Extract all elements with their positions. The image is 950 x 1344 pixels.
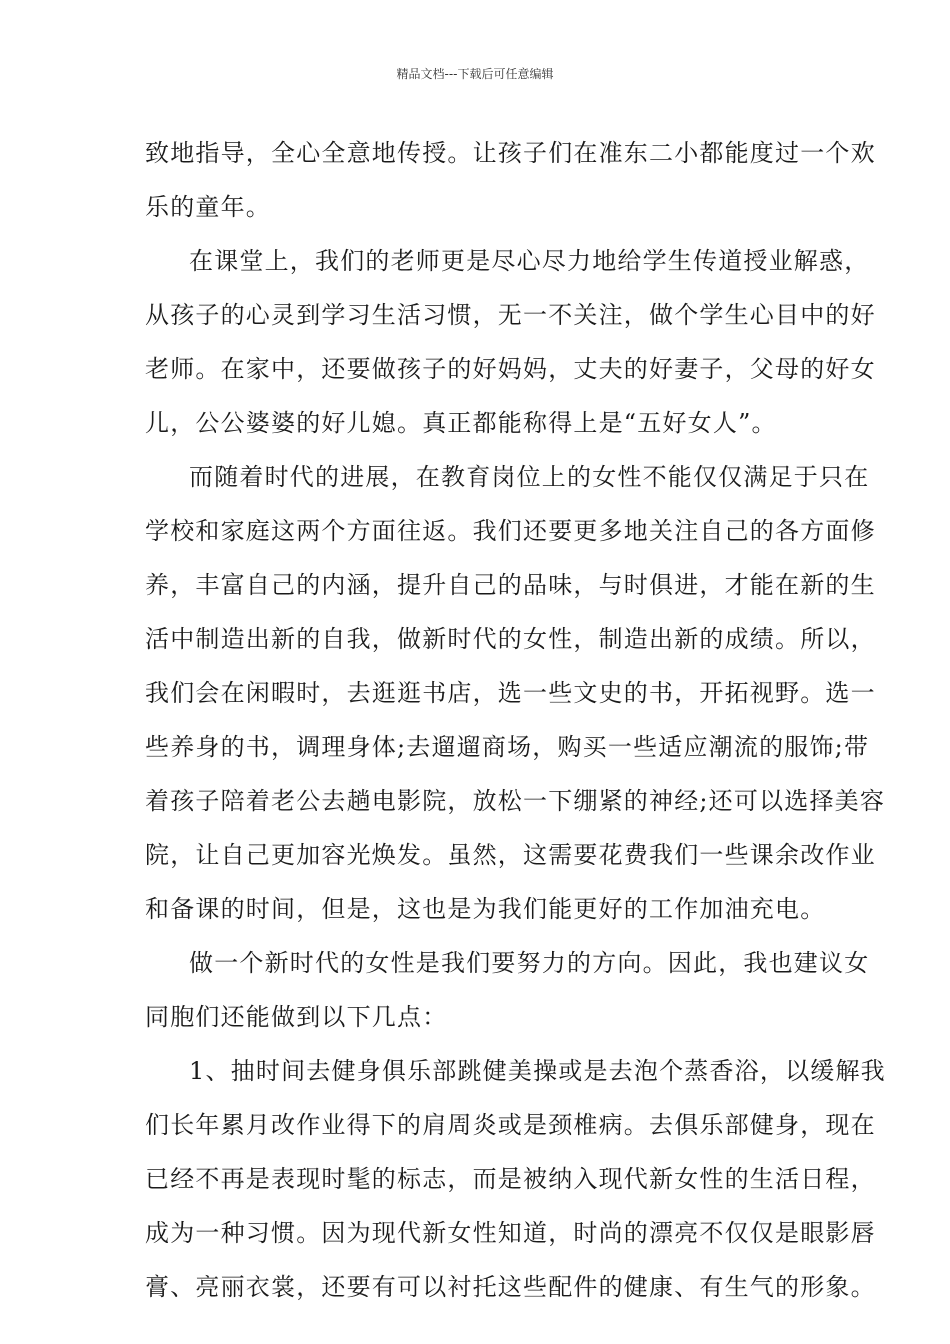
text-line: 从孩子的心灵到学习生活习惯，无一不关注，做个学生心目中的好 bbox=[145, 301, 876, 329]
page-header: 精品文档---下载后可任意编辑 bbox=[396, 67, 554, 81]
text-line: 已经不再是表现时髦的标志，而是被纳入现代新女性的生活日程， bbox=[145, 1165, 876, 1193]
text-line: 和备课的时间，但是，这也是为我们能更好的工作加油充电。 bbox=[145, 895, 826, 923]
text-line: 活中制造出新的自我，做新时代的女性，制造出新的成绩。所以， bbox=[145, 625, 876, 653]
text-line: 致地指导，全心全意地传授。让孩子们在准东二小都能度过一个欢 bbox=[145, 139, 876, 167]
paragraph-first-line: 1、抽时间去健身俱乐部跳健美操或是去泡个蒸香浴，以缓解我 bbox=[189, 1057, 886, 1085]
text-line: 着孩子陪着老公去趟电影院，放松一下绷紧的神经;还可以选择美容 bbox=[145, 787, 886, 815]
text-line: 学校和家庭这两个方面往返。我们还要更多地关注自己的各方面修 bbox=[145, 517, 876, 545]
text-line: 膏、亮丽衣裳，还要有可以衬托这些配件的健康、有生气的形象。 bbox=[145, 1273, 876, 1301]
text-line: 些养身的书，调理身体;去遛遛商场，购买一些适应潮流的服饰;带 bbox=[145, 733, 870, 761]
text-line: 儿，公公婆婆的好儿媳。真正都能称得上是“五好女人”。 bbox=[145, 409, 777, 437]
text-line: 成为一种习惯。因为现代新女性知道，时尚的漂亮不仅仅是眼影唇 bbox=[145, 1219, 876, 1247]
paragraph-first-line: 而随着时代的进展，在教育岗位上的女性不能仅仅满足于只在 bbox=[189, 463, 870, 491]
text-line: 我们会在闲暇时，去逛逛书店，选一些文史的书，开拓视野。选一 bbox=[145, 679, 876, 707]
text-line: 乐的童年。 bbox=[145, 193, 271, 221]
text-line: 同胞们还能做到以下几点： bbox=[145, 1003, 448, 1031]
paragraph-first-line: 做一个新时代的女性是我们要努力的方向。因此，我也建议女 bbox=[189, 949, 870, 977]
text-line: 们长年累月改作业得下的肩周炎或是颈椎病。去俱乐部健身，现在 bbox=[145, 1111, 876, 1139]
text-line: 养，丰富自己的内涵，提升自己的品味，与时俱进，才能在新的生 bbox=[145, 571, 876, 599]
text-line: 老师。在家中，还要做孩子的好妈妈，丈夫的好妻子，父母的好女 bbox=[145, 355, 876, 383]
text-line: 院，让自己更加容光焕发。虽然，这需要花费我们一些课余改作业 bbox=[145, 841, 876, 869]
document-body bbox=[145, 126, 886, 1314]
paragraph-first-line: 在课堂上，我们的老师更是尽心尽力地给学生传道授业解惑， bbox=[189, 247, 870, 275]
